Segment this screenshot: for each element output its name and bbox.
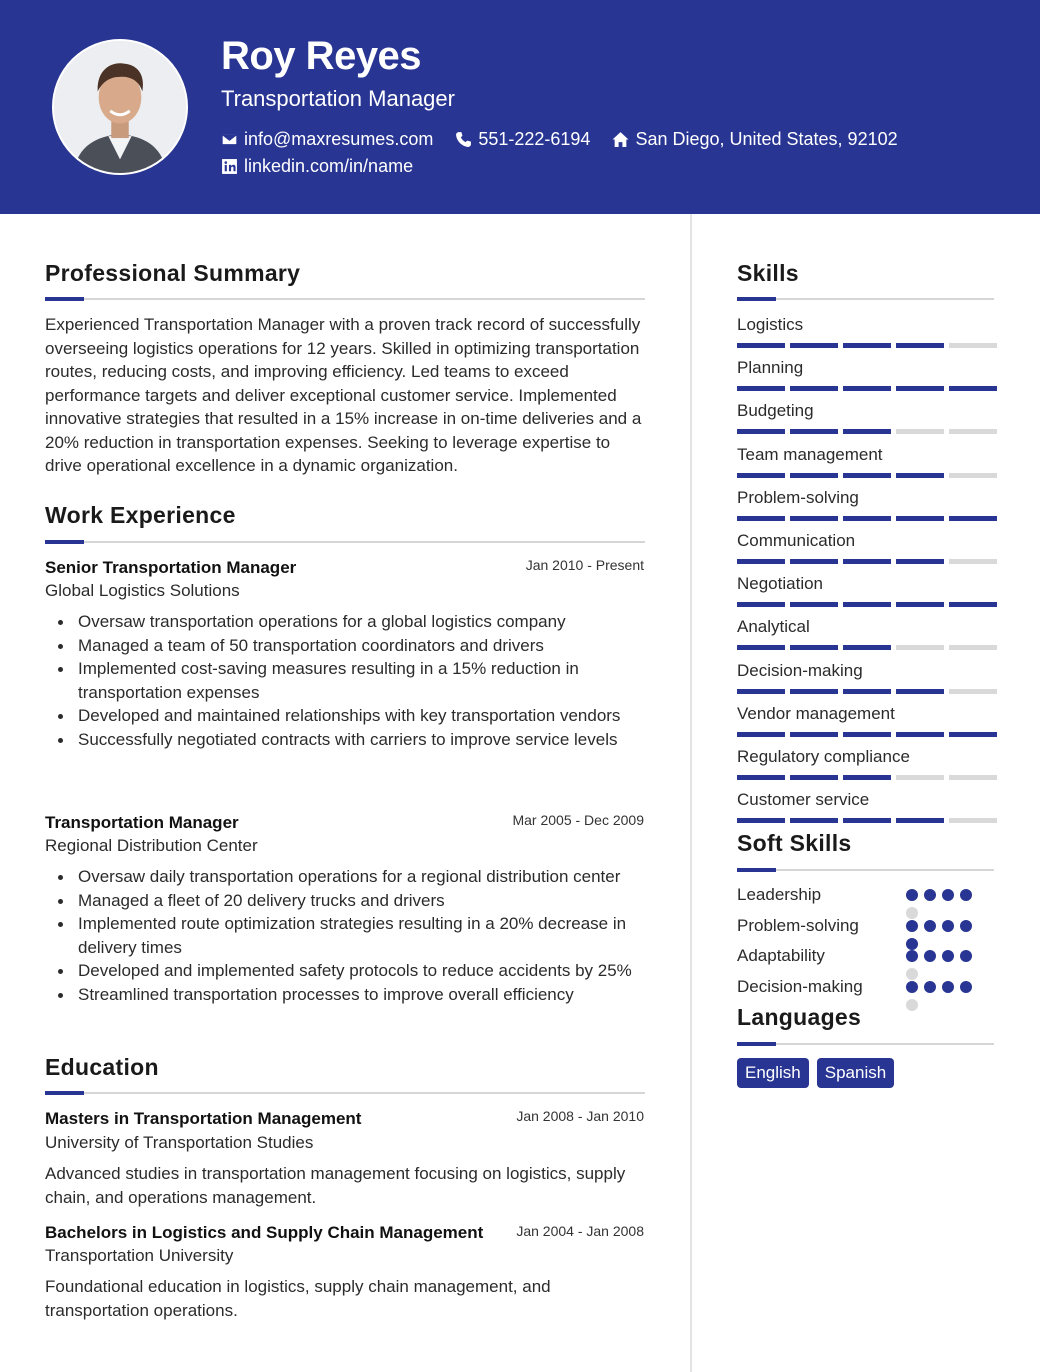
skill-level-segment: [737, 818, 785, 823]
skill-item: [737, 661, 993, 683]
languages-list: [737, 1058, 894, 1088]
skill-label: Negotiation: [737, 574, 824, 594]
job-dates: Mar 2005 - Dec 2009: [512, 812, 644, 828]
soft-skill-rating: [906, 950, 986, 980]
skill-level-segment: [737, 559, 785, 564]
list-item: Successfully negotiated contracts with carriers to improve service levels: [78, 728, 648, 752]
rating-dot: [960, 889, 972, 901]
degree-title: Bachelors in Logistics and Supply Chain Management: [45, 1223, 484, 1242]
education-rule: [45, 1092, 645, 1094]
skill-level-segment: [896, 386, 944, 391]
rating-dot: [906, 981, 918, 993]
skill-level-bar: [737, 559, 997, 564]
soft-skill-item: [737, 885, 997, 909]
rating-dot: [960, 981, 972, 993]
skill-level-segment: [949, 473, 997, 478]
rating-dot: [906, 889, 918, 901]
skill-level-segment: [737, 602, 785, 607]
soft-skill-item: [737, 946, 997, 970]
degree-title: Masters in Transportation Management: [45, 1109, 362, 1128]
school-name: University of Transportation Studies: [45, 1133, 314, 1152]
skill-level-segment: [949, 386, 997, 391]
soft-skill-rating: [906, 920, 986, 950]
skill-level-segment: [896, 775, 944, 780]
list-item: Implemented cost-saving measures resulting in a 15% reduction in transportation expenses: [78, 657, 648, 704]
degree-description: Advanced studies in transportation management focusing on logistics, supply chain, and operations management.: [45, 1164, 626, 1207]
skills-heading: Skills: [737, 260, 799, 286]
skill-label: Communication: [737, 531, 856, 550]
skill-level-segment: [896, 818, 944, 823]
skill-level-segment: [896, 602, 944, 607]
rating-dot: [906, 950, 918, 962]
soft-skills-heading: Soft Skills: [737, 830, 852, 856]
language-badge: Spanish: [817, 1058, 894, 1088]
skill-level-segment: [843, 386, 891, 391]
soft-skill-label: Adaptability: [737, 946, 825, 965]
skill-level-segment: [896, 473, 944, 478]
candidate-name: Roy Reyes: [221, 34, 422, 78]
skill-level-segment: [949, 645, 997, 650]
job-bullets: [78, 865, 648, 1006]
soft-skill-item: [737, 977, 997, 1001]
skill-level-segment: [843, 343, 891, 348]
summary-rule: [45, 298, 645, 300]
soft-skill-item: [737, 916, 997, 940]
skill-level-segment: [843, 689, 891, 694]
languages-rule: [737, 1043, 994, 1045]
skill-level-segment: [790, 343, 838, 348]
skill-level-segment: [949, 689, 997, 694]
skill-item: [737, 790, 993, 812]
skill-level-segment: [790, 775, 838, 780]
skill-level-segment: [843, 516, 891, 521]
skill-level-segment: [896, 429, 944, 434]
rating-dot: [942, 950, 954, 962]
skill-item: [737, 445, 993, 467]
skill-item: [737, 401, 993, 423]
person-portrait-icon: [54, 41, 186, 173]
skill-level-segment: [896, 516, 944, 521]
skill-level-segment: [896, 689, 944, 694]
skill-level-bar: [737, 429, 997, 434]
skill-level-segment: [737, 775, 785, 780]
rating-dot: [924, 950, 936, 962]
list-item: Oversaw transportation operations for a global logistics company: [78, 610, 648, 634]
summary-text: Experienced Transportation Manager with a proven track record of successfully overseeing logistics operations for 12 years. Skilled in optimizing transportation routes, reducing costs, and improving efficiency. Led teams to exceed performance targets and deliver exceptional customer service. Implemented innovative strategies that resulted in a 15% increase in on-time deliveries and a 20% reduction in transportation expenses. Seeking to leverage expertise to drive operational excellence in a dynamic organization.: [45, 315, 642, 475]
linkedin-contact[interactable]: [221, 156, 413, 177]
skill-item: [737, 617, 993, 639]
skill-item: [737, 488, 993, 510]
skill-level-segment: [790, 559, 838, 564]
rating-dot: [924, 889, 936, 901]
language-badge: English: [737, 1058, 809, 1088]
experience-rule: [45, 541, 645, 543]
skill-level-segment: [790, 645, 838, 650]
rating-dot: [924, 981, 936, 993]
soft-skill-rating: [906, 889, 986, 919]
skill-level-segment: [843, 559, 891, 564]
rating-dot: [924, 920, 936, 932]
skill-level-segment: [843, 818, 891, 823]
soft-skill-label: Problem-solving: [737, 915, 859, 935]
home-icon: [612, 131, 629, 148]
linkedin-text: linkedin.com/in/name: [244, 156, 414, 176]
skill-level-bar: [737, 775, 997, 780]
rating-dot: [960, 920, 972, 932]
skill-level-segment: [737, 386, 785, 391]
skill-level-segment: [790, 602, 838, 607]
skill-level-segment: [843, 602, 891, 607]
soft-skill-rating: [906, 981, 986, 1011]
envelope-icon: [221, 131, 238, 148]
skill-level-bar: [737, 386, 997, 391]
skill-item: [737, 315, 993, 337]
skill-level-bar: [737, 689, 997, 694]
skill-label: Planning: [737, 358, 804, 378]
skill-level-segment: [949, 559, 997, 564]
skill-level-segment: [843, 473, 891, 478]
list-item: Streamlined transportation processes to improve overall efficiency: [78, 983, 648, 1007]
skill-level-segment: [949, 732, 997, 737]
rating-dot: [942, 889, 954, 901]
list-item: Managed a team of 50 transportation coordinators and drivers: [78, 634, 648, 658]
skill-level-segment: [949, 775, 997, 780]
skill-level-bar: [737, 645, 997, 650]
skill-level-segment: [790, 386, 838, 391]
skill-level-bar: [737, 732, 997, 737]
skill-level-segment: [737, 473, 785, 478]
degree-description: Foundational education in logistics, supply chain management, and transportation operations.: [45, 1277, 551, 1320]
skill-level-bar: [737, 516, 997, 521]
skill-level-segment: [896, 559, 944, 564]
skill-label: Budgeting: [737, 401, 814, 421]
skill-level-bar: [737, 473, 997, 478]
skill-item: [737, 747, 993, 769]
phone-text: 551-222-6194: [478, 129, 591, 149]
skills-rule: [737, 298, 994, 300]
skill-item: [737, 531, 993, 553]
list-item: Implemented route optimization strategies resulting in a 20% decrease in delivery times: [78, 912, 648, 959]
skill-level-segment: [896, 343, 944, 348]
skill-level-segment: [790, 732, 838, 737]
skill-level-segment: [737, 516, 785, 521]
job-title: Transportation Manager: [45, 813, 239, 832]
skill-level-segment: [737, 343, 785, 348]
skill-level-segment: [737, 429, 785, 434]
resume-header: [0, 0, 1040, 214]
skill-label: Analytical: [737, 617, 810, 637]
linkedin-icon: [221, 158, 238, 175]
skill-level-segment: [896, 732, 944, 737]
skill-level-segment: [896, 645, 944, 650]
rating-dot: [906, 999, 918, 1011]
skill-label: Vendor management: [737, 703, 895, 723]
skill-item: [737, 358, 993, 380]
soft-skills-rule: [737, 869, 994, 871]
degree-dates: Jan 2008 - Jan 2010: [516, 1108, 644, 1124]
skill-item: [737, 574, 993, 596]
skill-level-segment: [790, 516, 838, 521]
rating-dot: [942, 920, 954, 932]
skill-level-segment: [949, 343, 997, 348]
skill-label: Customer service: [737, 790, 870, 810]
skill-level-segment: [790, 689, 838, 694]
skill-level-bar: [737, 818, 997, 823]
profile-photo: [52, 39, 188, 175]
list-item: Managed a fleet of 20 delivery trucks and drivers: [78, 889, 648, 913]
skill-level-segment: [737, 732, 785, 737]
skill-item: [737, 704, 993, 726]
list-item: Oversaw daily transportation operations for a regional distribution center: [78, 865, 648, 889]
job-dates: Jan 2010 - Present: [525, 557, 644, 573]
skill-level-segment: [737, 645, 785, 650]
education-heading: Education: [45, 1054, 159, 1080]
degree-dates: Jan 2004 - Jan 2008: [516, 1223, 644, 1239]
column-divider: [690, 214, 692, 1372]
skill-label: Team management: [737, 444, 883, 464]
skill-level-segment: [843, 645, 891, 650]
skill-level-segment: [843, 775, 891, 780]
location-text: San Diego, United States, 92102: [635, 129, 898, 149]
job-org: Regional Distribution Center: [45, 836, 258, 855]
list-item: Developed and implemented safety protocols to reduce accidents by 25%: [78, 959, 648, 983]
skill-label: Problem-solving: [737, 487, 859, 507]
email-contact[interactable]: [221, 129, 433, 150]
skill-level-segment: [949, 516, 997, 521]
school-name: Transportation University: [45, 1246, 234, 1265]
job-org: Global Logistics Solutions: [45, 581, 240, 600]
location-contact: [612, 129, 897, 150]
list-item: Developed and maintained relationships with key transportation vendors: [78, 704, 648, 728]
skill-level-segment: [790, 429, 838, 434]
skill-level-segment: [843, 429, 891, 434]
rating-dot: [942, 981, 954, 993]
summary-heading: Professional Summary: [45, 260, 301, 286]
email-text: info@maxresumes.com: [244, 129, 434, 149]
phone-icon: [455, 131, 472, 148]
skill-level-segment: [949, 818, 997, 823]
job-title: Senior Transportation Manager: [45, 558, 297, 577]
languages-heading: Languages: [737, 1004, 862, 1030]
experience-heading: Work Experience: [45, 502, 236, 528]
contact-row: [221, 129, 920, 150]
skill-level-segment: [949, 429, 997, 434]
skill-level-segment: [843, 732, 891, 737]
skill-label: Decision-making: [737, 660, 863, 680]
skill-label: Regulatory compliance: [737, 747, 910, 766]
rating-dot: [906, 920, 918, 932]
job-bullets: [78, 610, 648, 751]
soft-skill-label: Decision-making: [737, 976, 863, 996]
soft-skill-label: Leadership: [737, 885, 822, 904]
skill-level-segment: [737, 689, 785, 694]
skill-level-bar: [737, 343, 997, 348]
skill-level-segment: [949, 602, 997, 607]
phone-contact[interactable]: [455, 129, 590, 150]
skill-level-segment: [790, 473, 838, 478]
rating-dot: [960, 950, 972, 962]
skill-label: Logistics: [737, 315, 804, 334]
contact-row-2: [221, 156, 435, 177]
skill-level-bar: [737, 602, 997, 607]
skill-level-segment: [790, 818, 838, 823]
candidate-role: Transportation Manager: [221, 86, 455, 111]
